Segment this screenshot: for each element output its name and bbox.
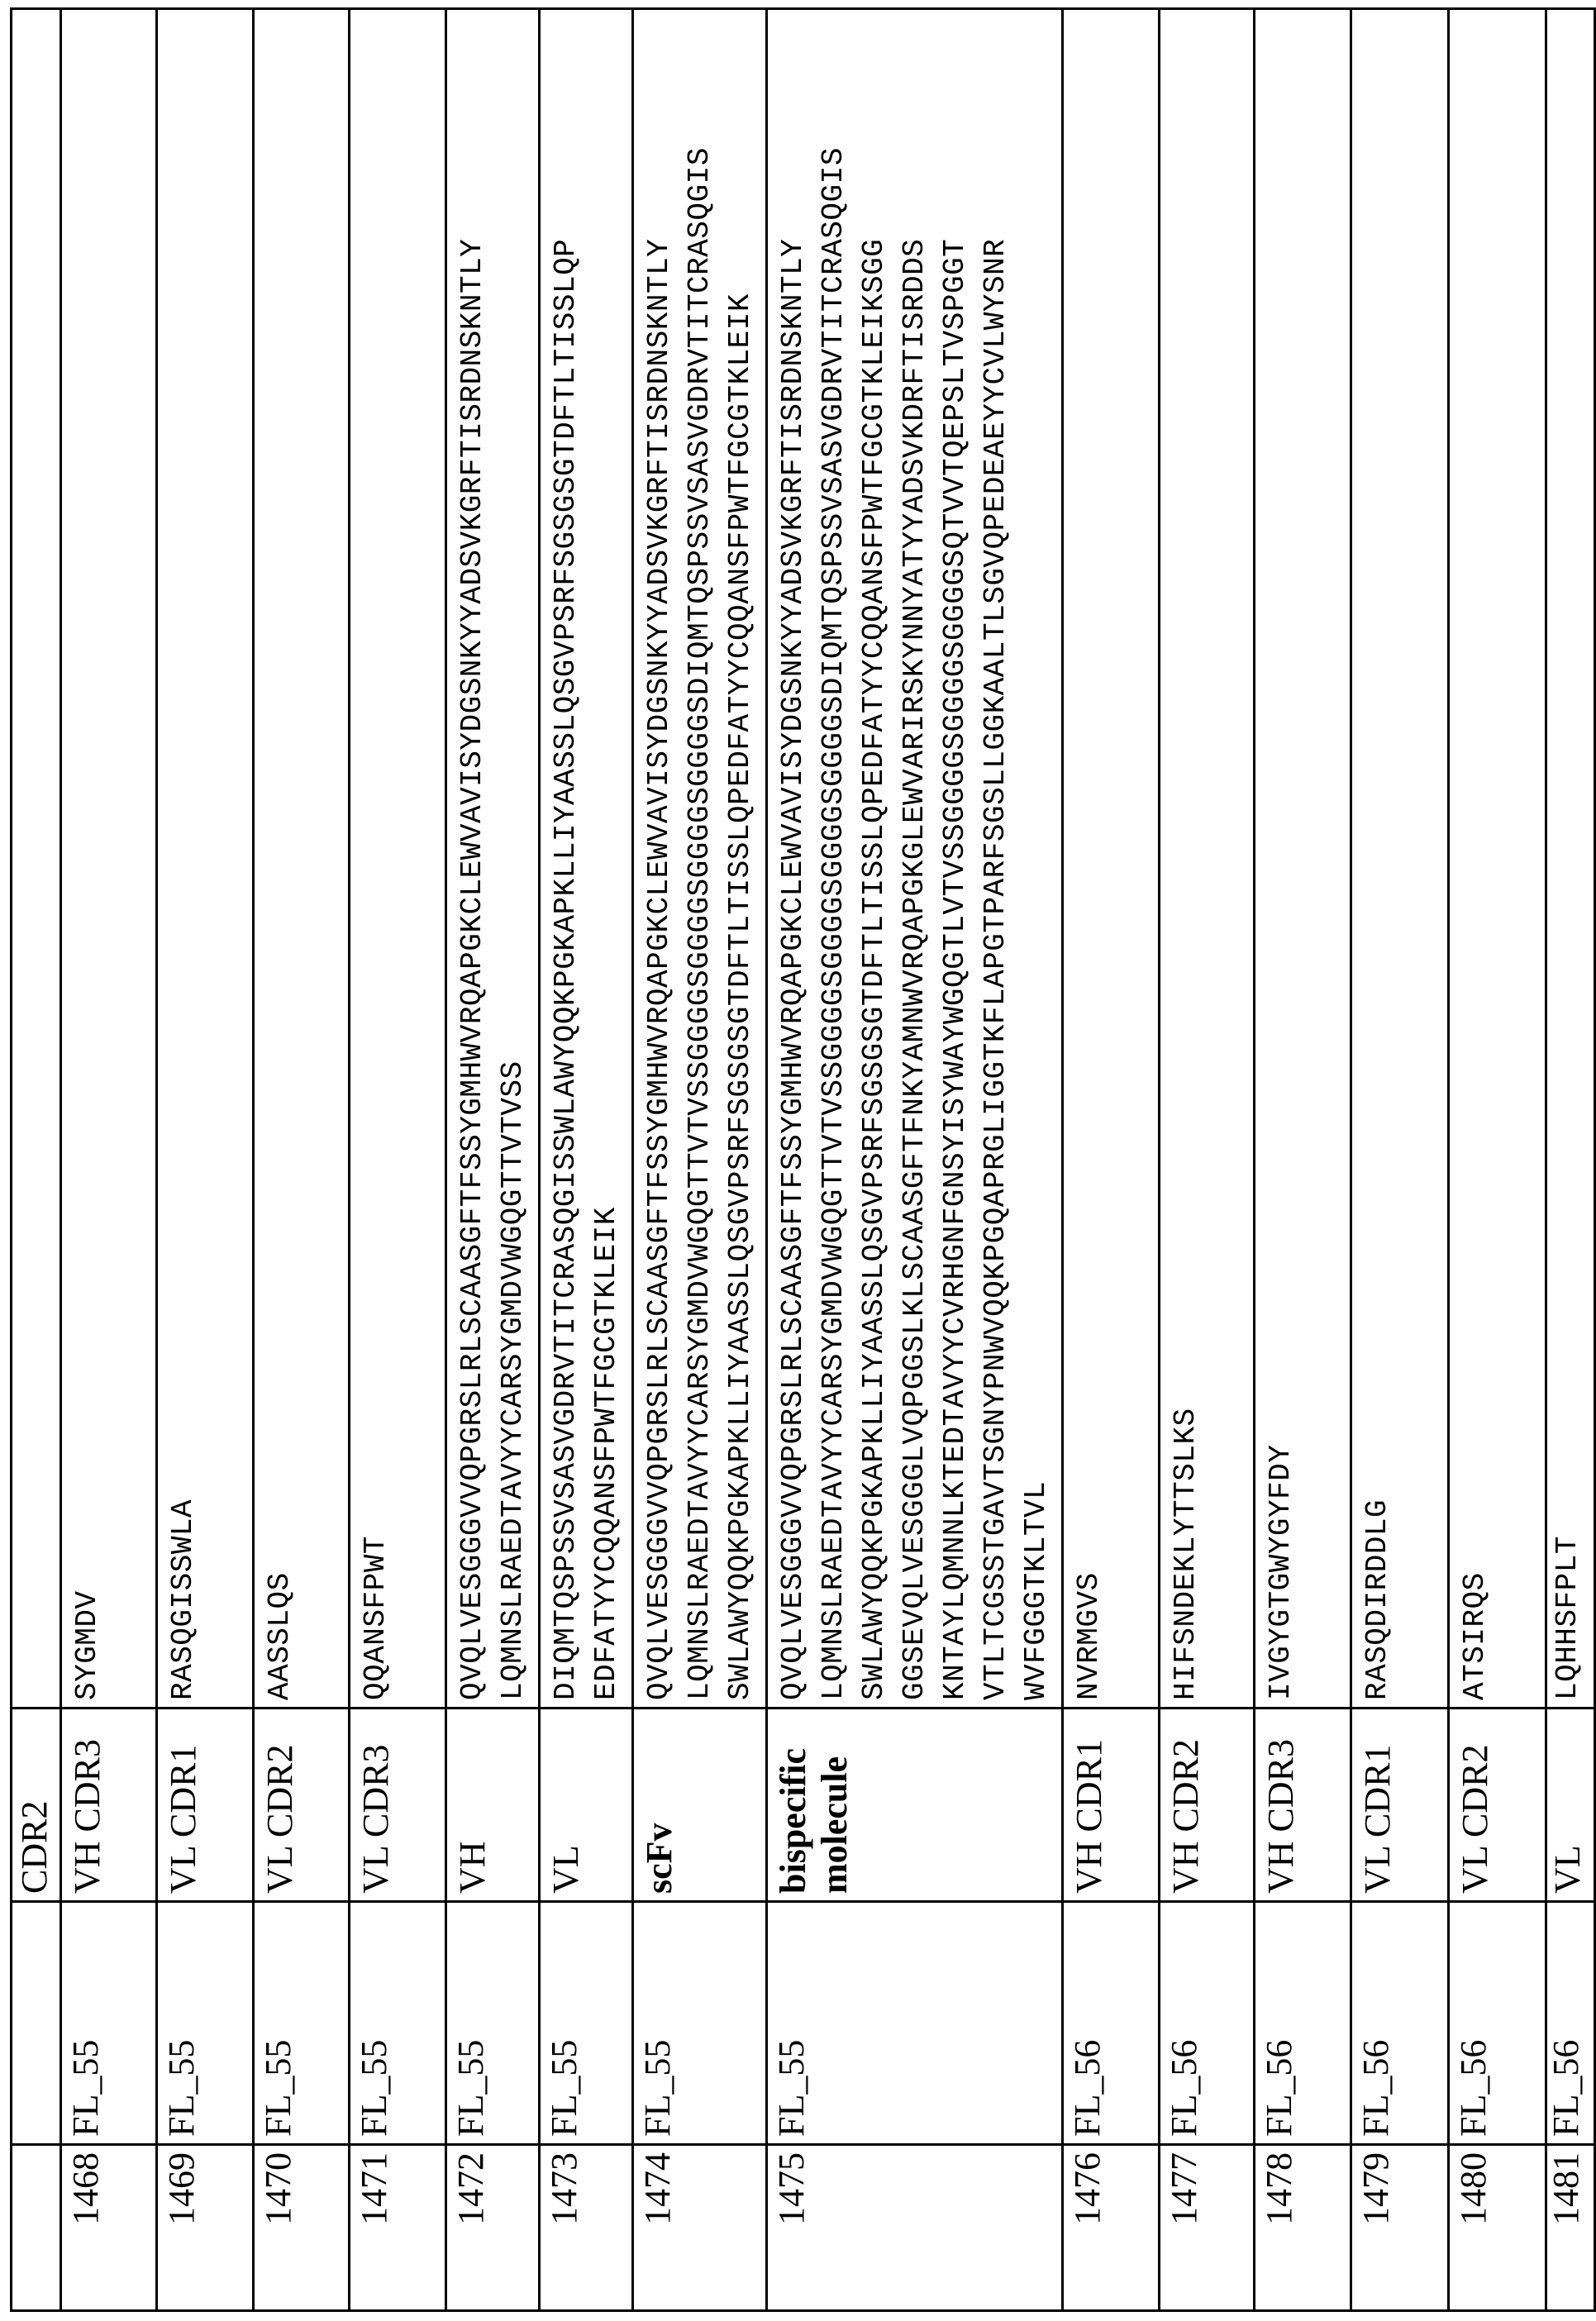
description-cell: VL [1546, 1709, 1594, 1902]
sequence-cell: QVQLVESGGGVVQPGRSLRLSCAASGFTFSSYGMHWVRQAPGKCLEWVAVISYDGSNKYYADSVKGRFTISRDNSKNTLY LQMNSLRAEDTAVYYCARSYGMDVWGQGTTVTVSSGGGGSGGGGSGGGGSGGGGSDIQMTQSPSSVSASVGDRVTITCRASQGIS SWLAWYQQKPGKAPKLLIYAASSLQSGVPSRFSGSGSGTDFTLTISSLQPEDFATYYCQQANSFPWTFGCGTKLEIKSGG GGSEVQLVESGGGLVQPGGSLKLSCAASGFTFNKYAMNWVRQAPGKGLEWVARIRSKYNNYATYYADSVKDRFTISRDDS KNTAYLQMNNLKTEDTAVYYCVRHGNFGNSYISYWAYWGQGTLVTVSSGGGGSGGGGSGGGGSQTVVTQEPSLTVSPGGT VTLTCGSSTGAVTSGNYPNWVQQKPGQAPRGLIGGTKFLAPGTPARFSGSLLGGKAALTLSGVQPEDEAEYYCVLWYSNR WVFGGGTKLTVL [767, 9, 1063, 1709]
table-row [767, 9, 1063, 2311]
table-row [540, 9, 633, 2311]
sequence-cell: NVRMGVS [1063, 9, 1160, 1709]
table-row-partial [12, 9, 61, 2311]
description-cell: VL CDR3 [350, 1709, 446, 1902]
seq-id-cell: 1477 [1160, 2145, 1255, 2311]
description-cell: VL CDR1 [1351, 1709, 1449, 1902]
description-cell: VH CDR3 [1255, 1709, 1351, 1902]
seq-id-cell: 1473 [540, 2145, 633, 2311]
name-cell: FL_55 [254, 1902, 350, 2145]
name-cell: FL_56 [1063, 1902, 1160, 2145]
seq-id-cell: 1475 [767, 2145, 1063, 2311]
name-cell [12, 1902, 61, 2145]
description-cell: VH [446, 1709, 540, 1902]
table-row [1546, 9, 1594, 2311]
table-row [1160, 9, 1255, 2311]
name-cell: FL_56 [1449, 1902, 1546, 2145]
name-cell: FL_56 [1351, 1902, 1449, 2145]
name-cell: FL_55 [157, 1902, 254, 2145]
name-cell: FL_55 [350, 1902, 446, 2145]
sequence-cell [12, 9, 61, 1709]
seq-id-cell: 1472 [446, 2145, 540, 2311]
description-cell: VL CDR2 [254, 1709, 350, 1902]
sequence-cell: DIQMTQSPSSVSASVGDRVTITCRASQGISSWLAWYQQKPGKAPKLLIYAASSLQSGVPSRFSGSGSGTDFTLTISSLQP EDFATYYCQQANSFPWTFGCGTKLEIK [540, 9, 633, 1709]
description-cell: VH CDR1 [1063, 1709, 1160, 1902]
description-cell: scFv [633, 1709, 767, 1902]
name-cell: FL_55 [446, 1902, 540, 2145]
name-cell: FL_55 [633, 1902, 767, 2145]
table-row [1255, 9, 1351, 2311]
description-cell: VL CDR1 [157, 1709, 254, 1902]
table-row [1063, 9, 1160, 2311]
name-cell: FL_56 [1255, 1902, 1351, 2145]
sequence-cell: IVGYGTGWYGYFDY [1255, 9, 1351, 1709]
seq-id-cell: 1468 [61, 2145, 157, 2311]
description-cell: VL [540, 1709, 633, 1902]
rotated-page [10, 10, 1589, 2312]
sequence-cell: RASQGISSWLA [157, 9, 254, 1709]
seq-id-cell: 1470 [254, 2145, 350, 2311]
seq-id-cell: 1479 [1351, 2145, 1449, 2311]
table-row [1351, 9, 1449, 2311]
seq-id-cell: 1480 [1449, 2145, 1546, 2311]
sequence-cell: LQHHSFPLT [1546, 9, 1594, 1709]
seq-id-cell: 1474 [633, 2145, 767, 2311]
seq-id-cell: 1476 [1063, 2145, 1160, 2311]
table-row [157, 9, 254, 2311]
name-cell: FL_55 [767, 1902, 1063, 2145]
table-row [61, 9, 157, 2311]
sequence-table [10, 7, 1596, 2312]
table-row [633, 9, 767, 2311]
seq-id-cell: 1478 [1255, 2145, 1351, 2311]
sequence-cell: AASSLQS [254, 9, 350, 1709]
sequence-cell: ATSIRQS [1449, 9, 1546, 1709]
seq-id-cell: 1471 [350, 2145, 446, 2311]
description-cell: VL CDR2 [1449, 1709, 1546, 1902]
name-cell: FL_55 [540, 1902, 633, 2145]
sequence-cell: HIFSNDEKLYTTSLKS [1160, 9, 1255, 1709]
seq-id-cell: 1481 [1546, 2145, 1594, 2311]
description-cell: CDR2 [12, 1709, 61, 1902]
sequence-cell: RASQDIRDDLG [1351, 9, 1449, 1709]
sequence-cell: QVQLVESGGGVVQPGRSLRLSCAASGFTFSSYGMHWVRQAPGKCLEWVAVISYDGSNKYYADSVKGRFTISRDNSKNTLY LQMNSLRAEDTAVYYCARSYGMDVWGQGTTVTVSSGGGGSGGGGSGGGGSGGGGSDIQMTQSPSSVSASVGDRVTITCRASQGIS SWLAWYQQKPGKAPKLLIYAASSLQSGVPSRFSGSGSGTDFTLTISSLQPEDFATYYCQQANSFPWTFGCGTKLEIK [633, 9, 767, 1709]
sequence-cell: SYGMDV [61, 9, 157, 1709]
name-cell: FL_55 [61, 1902, 157, 2145]
sequence-cell: QVQLVESGGGVVQPGRSLRLSCAASGFTFSSYGMHWVRQAPGKCLEWVAVISYDGSNKYYADSVKGRFTISRDNSKNTLY LQMNSLRAEDTAVYYCARSYGMDVWGQGTTVTVSS [446, 9, 540, 1709]
seq-id-cell: 1469 [157, 2145, 254, 2311]
table-row [254, 9, 350, 2311]
description-cell: bispecific molecule [767, 1709, 1063, 1902]
description-cell: VH CDR3 [61, 1709, 157, 1902]
table-row [1449, 9, 1546, 2311]
description-cell: VH CDR2 [1160, 1709, 1255, 1902]
sequence-cell: QQANSFPWT [350, 9, 446, 1709]
name-cell: FL_56 [1546, 1902, 1594, 2145]
table-row [446, 9, 540, 2311]
name-cell: FL_56 [1160, 1902, 1255, 2145]
table-row [350, 9, 446, 2311]
seq-id-cell [12, 2145, 61, 2311]
